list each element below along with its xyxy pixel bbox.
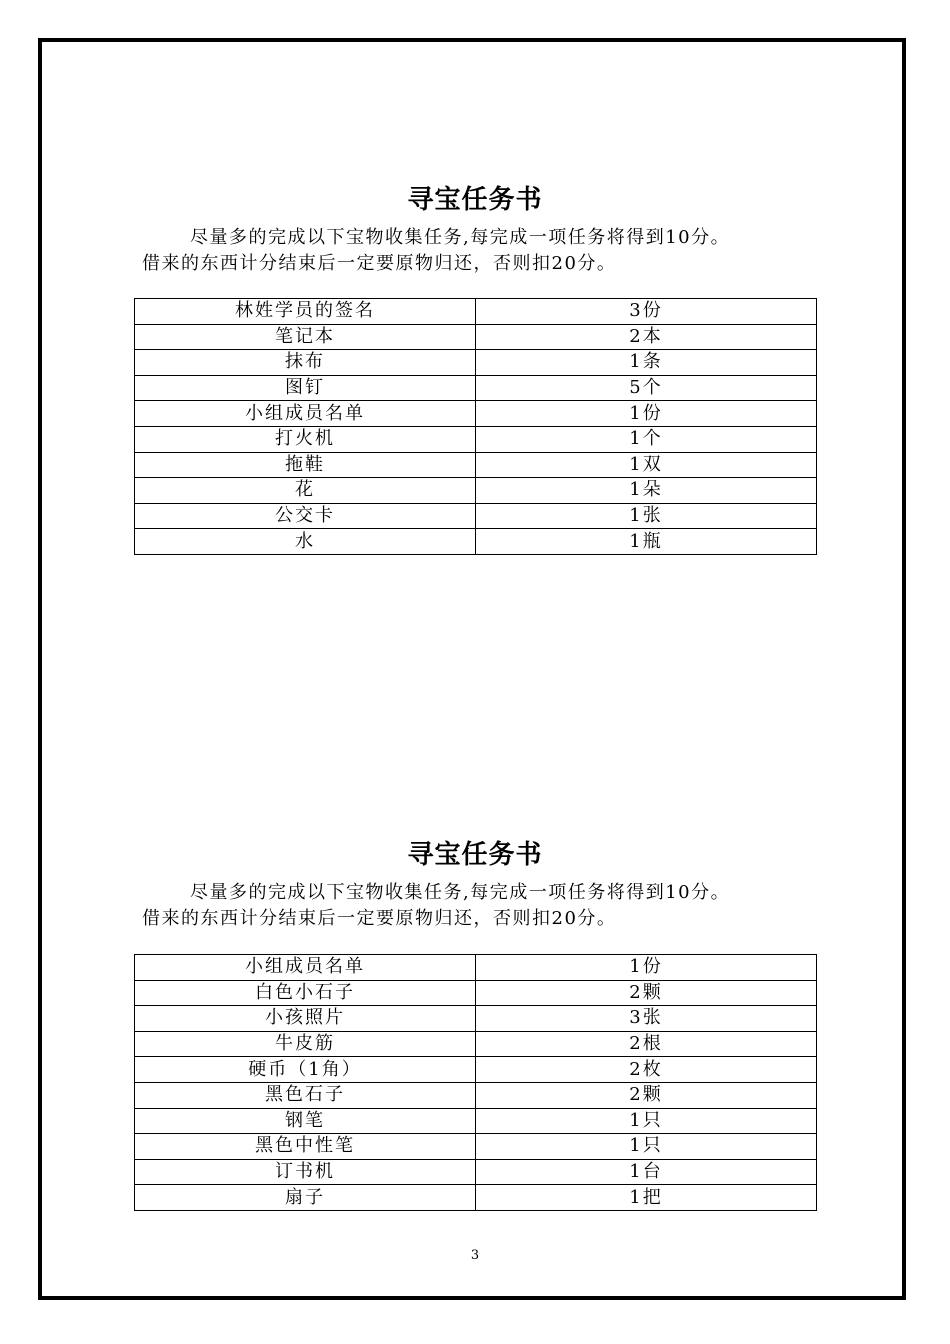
item-quantity: 1张: [476, 503, 817, 529]
item-quantity: 1个: [476, 426, 817, 452]
table-row: [135, 529, 817, 555]
item-name: 水: [135, 529, 476, 555]
table-row: [135, 401, 817, 427]
item-name: 拖鞋: [135, 452, 476, 478]
page-number: 3: [470, 1248, 480, 1263]
item-quantity: 2本: [476, 324, 817, 350]
item-quantity: 1朵: [476, 478, 817, 504]
section-title: 寻宝任务书: [407, 840, 543, 870]
table-row: [135, 1031, 817, 1057]
table-row: [135, 478, 817, 504]
intro-line-2: 借来的东西计分结束后一定要原物归还，否则扣20分。: [142, 908, 617, 929]
table-row: [135, 350, 817, 376]
section-title: 寻宝任务书: [407, 185, 543, 215]
item-name: 白色小石子: [135, 980, 476, 1006]
intro-line-1: 尽量多的完成以下宝物收集任务,每完成一项任务将得到10分。: [190, 882, 731, 903]
item-quantity: 1台: [476, 1159, 817, 1185]
item-name: 订书机: [135, 1159, 476, 1185]
table-row: [135, 324, 817, 350]
item-name: 打火机: [135, 426, 476, 452]
item-quantity: 2枚: [476, 1057, 817, 1083]
table-row: [135, 980, 817, 1006]
intro-text-1: [142, 225, 822, 277]
item-name: 抹布: [135, 350, 476, 376]
item-quantity: 1条: [476, 350, 817, 376]
table-row: [135, 1185, 817, 1211]
table-row: [135, 1108, 817, 1134]
item-name: 牛皮筋: [135, 1031, 476, 1057]
item-name: 硬币（1角）: [135, 1057, 476, 1083]
item-quantity: 1双: [476, 452, 817, 478]
item-quantity: 3份: [476, 299, 817, 325]
item-quantity: 1瓶: [476, 529, 817, 555]
item-name: 花: [135, 478, 476, 504]
item-quantity: 5个: [476, 375, 817, 401]
table-row: [135, 1159, 817, 1185]
table-row: [135, 1082, 817, 1108]
table-row: [135, 1006, 817, 1032]
item-name: 钢笔: [135, 1108, 476, 1134]
table-row: [135, 1057, 817, 1083]
item-quantity: 1把: [476, 1185, 817, 1211]
item-name: 黑色中性笔: [135, 1134, 476, 1160]
intro-text-2: [142, 880, 822, 932]
item-name: 小组成员名单: [135, 955, 476, 981]
item-quantity: 2颗: [476, 980, 817, 1006]
item-quantity: 1只: [476, 1134, 817, 1160]
table-row: [135, 1134, 817, 1160]
item-name: 小组成员名单: [135, 401, 476, 427]
item-name: 笔记本: [135, 324, 476, 350]
item-quantity: 3张: [476, 1006, 817, 1032]
table-row: [135, 375, 817, 401]
table-row: [135, 426, 817, 452]
table-row: [135, 452, 817, 478]
item-name: 扇子: [135, 1185, 476, 1211]
item-name: 图钉: [135, 375, 476, 401]
task-section-1: [0, 183, 950, 217]
table-row: [135, 299, 817, 325]
item-quantity: 1份: [476, 955, 817, 981]
item-quantity: 1份: [476, 401, 817, 427]
item-quantity: 2颗: [476, 1082, 817, 1108]
items-table-1: [134, 298, 817, 555]
table-row: [135, 503, 817, 529]
item-name: 公交卡: [135, 503, 476, 529]
item-quantity: 2根: [476, 1031, 817, 1057]
item-quantity: 1只: [476, 1108, 817, 1134]
item-name: 小孩照片: [135, 1006, 476, 1032]
intro-line-2: 借来的东西计分结束后一定要原物归还，否则扣20分。: [142, 253, 617, 274]
task-section-2: [0, 838, 950, 872]
intro-line-1: 尽量多的完成以下宝物收集任务,每完成一项任务将得到10分。: [190, 227, 731, 248]
item-name: 林姓学员的签名: [135, 299, 476, 325]
table-row: [135, 955, 817, 981]
items-table-2: [134, 954, 817, 1211]
item-name: 黑色石子: [135, 1082, 476, 1108]
